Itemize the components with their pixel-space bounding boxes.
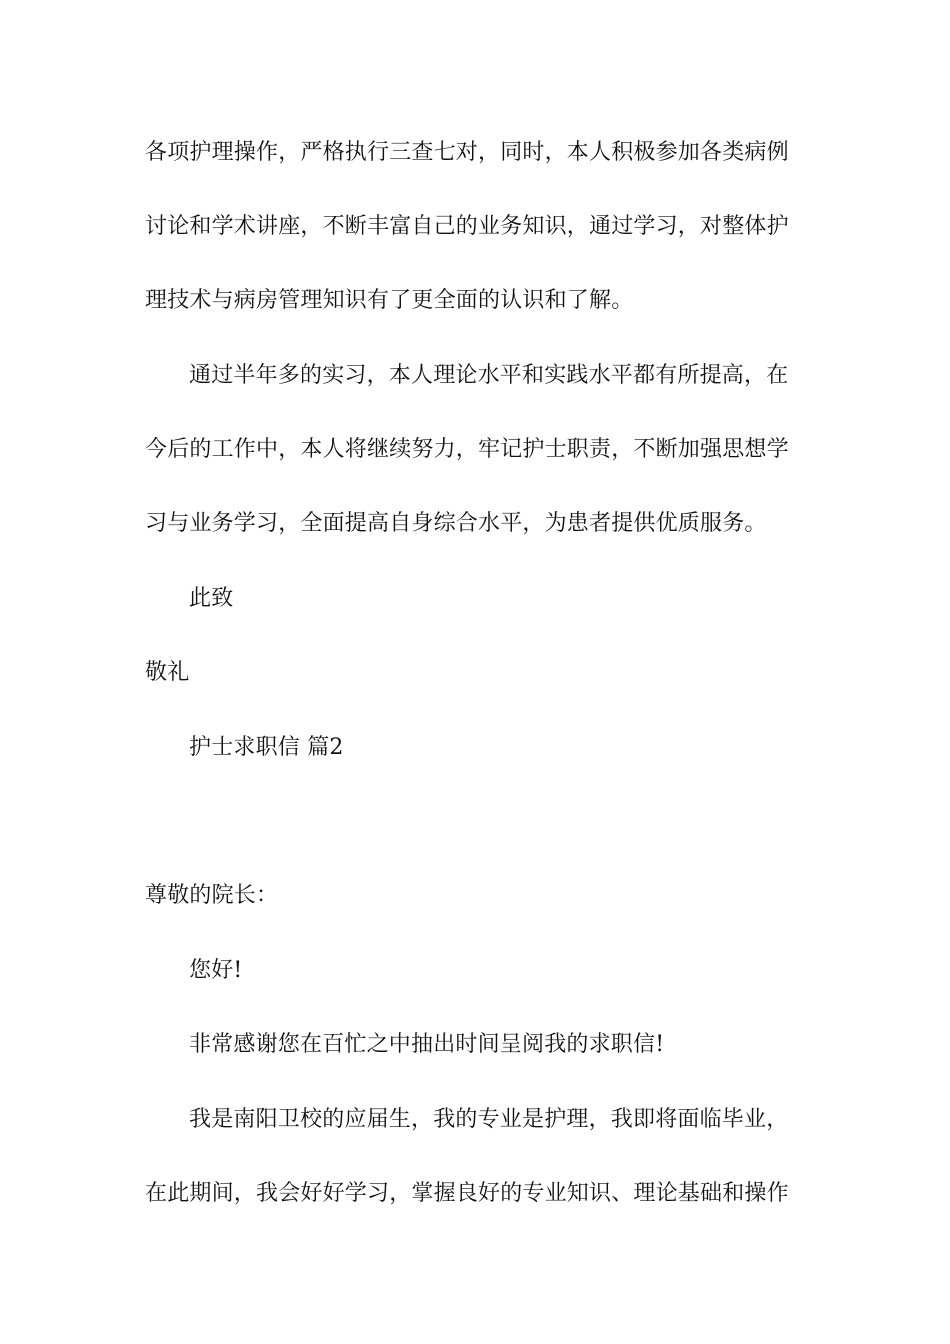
closing-salutation: 此致	[189, 586, 234, 611]
paragraph-line: 讨论和学术讲座，不断丰富自己的业务知识，通过学习，对整体护	[145, 214, 789, 239]
paragraph-line: 我是南阳卫校的应届生，我的专业是护理，我即将面临毕业，	[189, 1107, 789, 1132]
paragraph-line: 在此期间，我会好好学习，掌握良好的专业知识、理论基础和操作	[145, 1181, 789, 1206]
closing-regards: 敬礼	[145, 660, 190, 685]
letter-greeting: 尊敬的院长：	[145, 883, 279, 908]
section-heading: 护士求职信 篇2	[189, 735, 344, 760]
paragraph-line: 习与业务学习，全面提高自身综合水平，为患者提供优质服务。	[145, 511, 767, 536]
paragraph-line: 通过半年多的实习，本人理论水平和实践水平都有所提高，在	[189, 363, 789, 388]
paragraph-line: 各项护理操作，严格执行三查七对，同时，本人积极参加各类病例	[145, 140, 789, 165]
paragraph-line: 您好!	[189, 958, 243, 983]
paragraph-line: 非常感谢您在百忙之中抽出时间呈阅我的求职信!	[189, 1032, 665, 1057]
paragraph-line: 理技术与病房管理知识有了更全面的认识和了解。	[145, 288, 634, 313]
paragraph-line: 今后的工作中，本人将继续努力，牢记护士职责，不断加强思想学	[145, 437, 789, 462]
